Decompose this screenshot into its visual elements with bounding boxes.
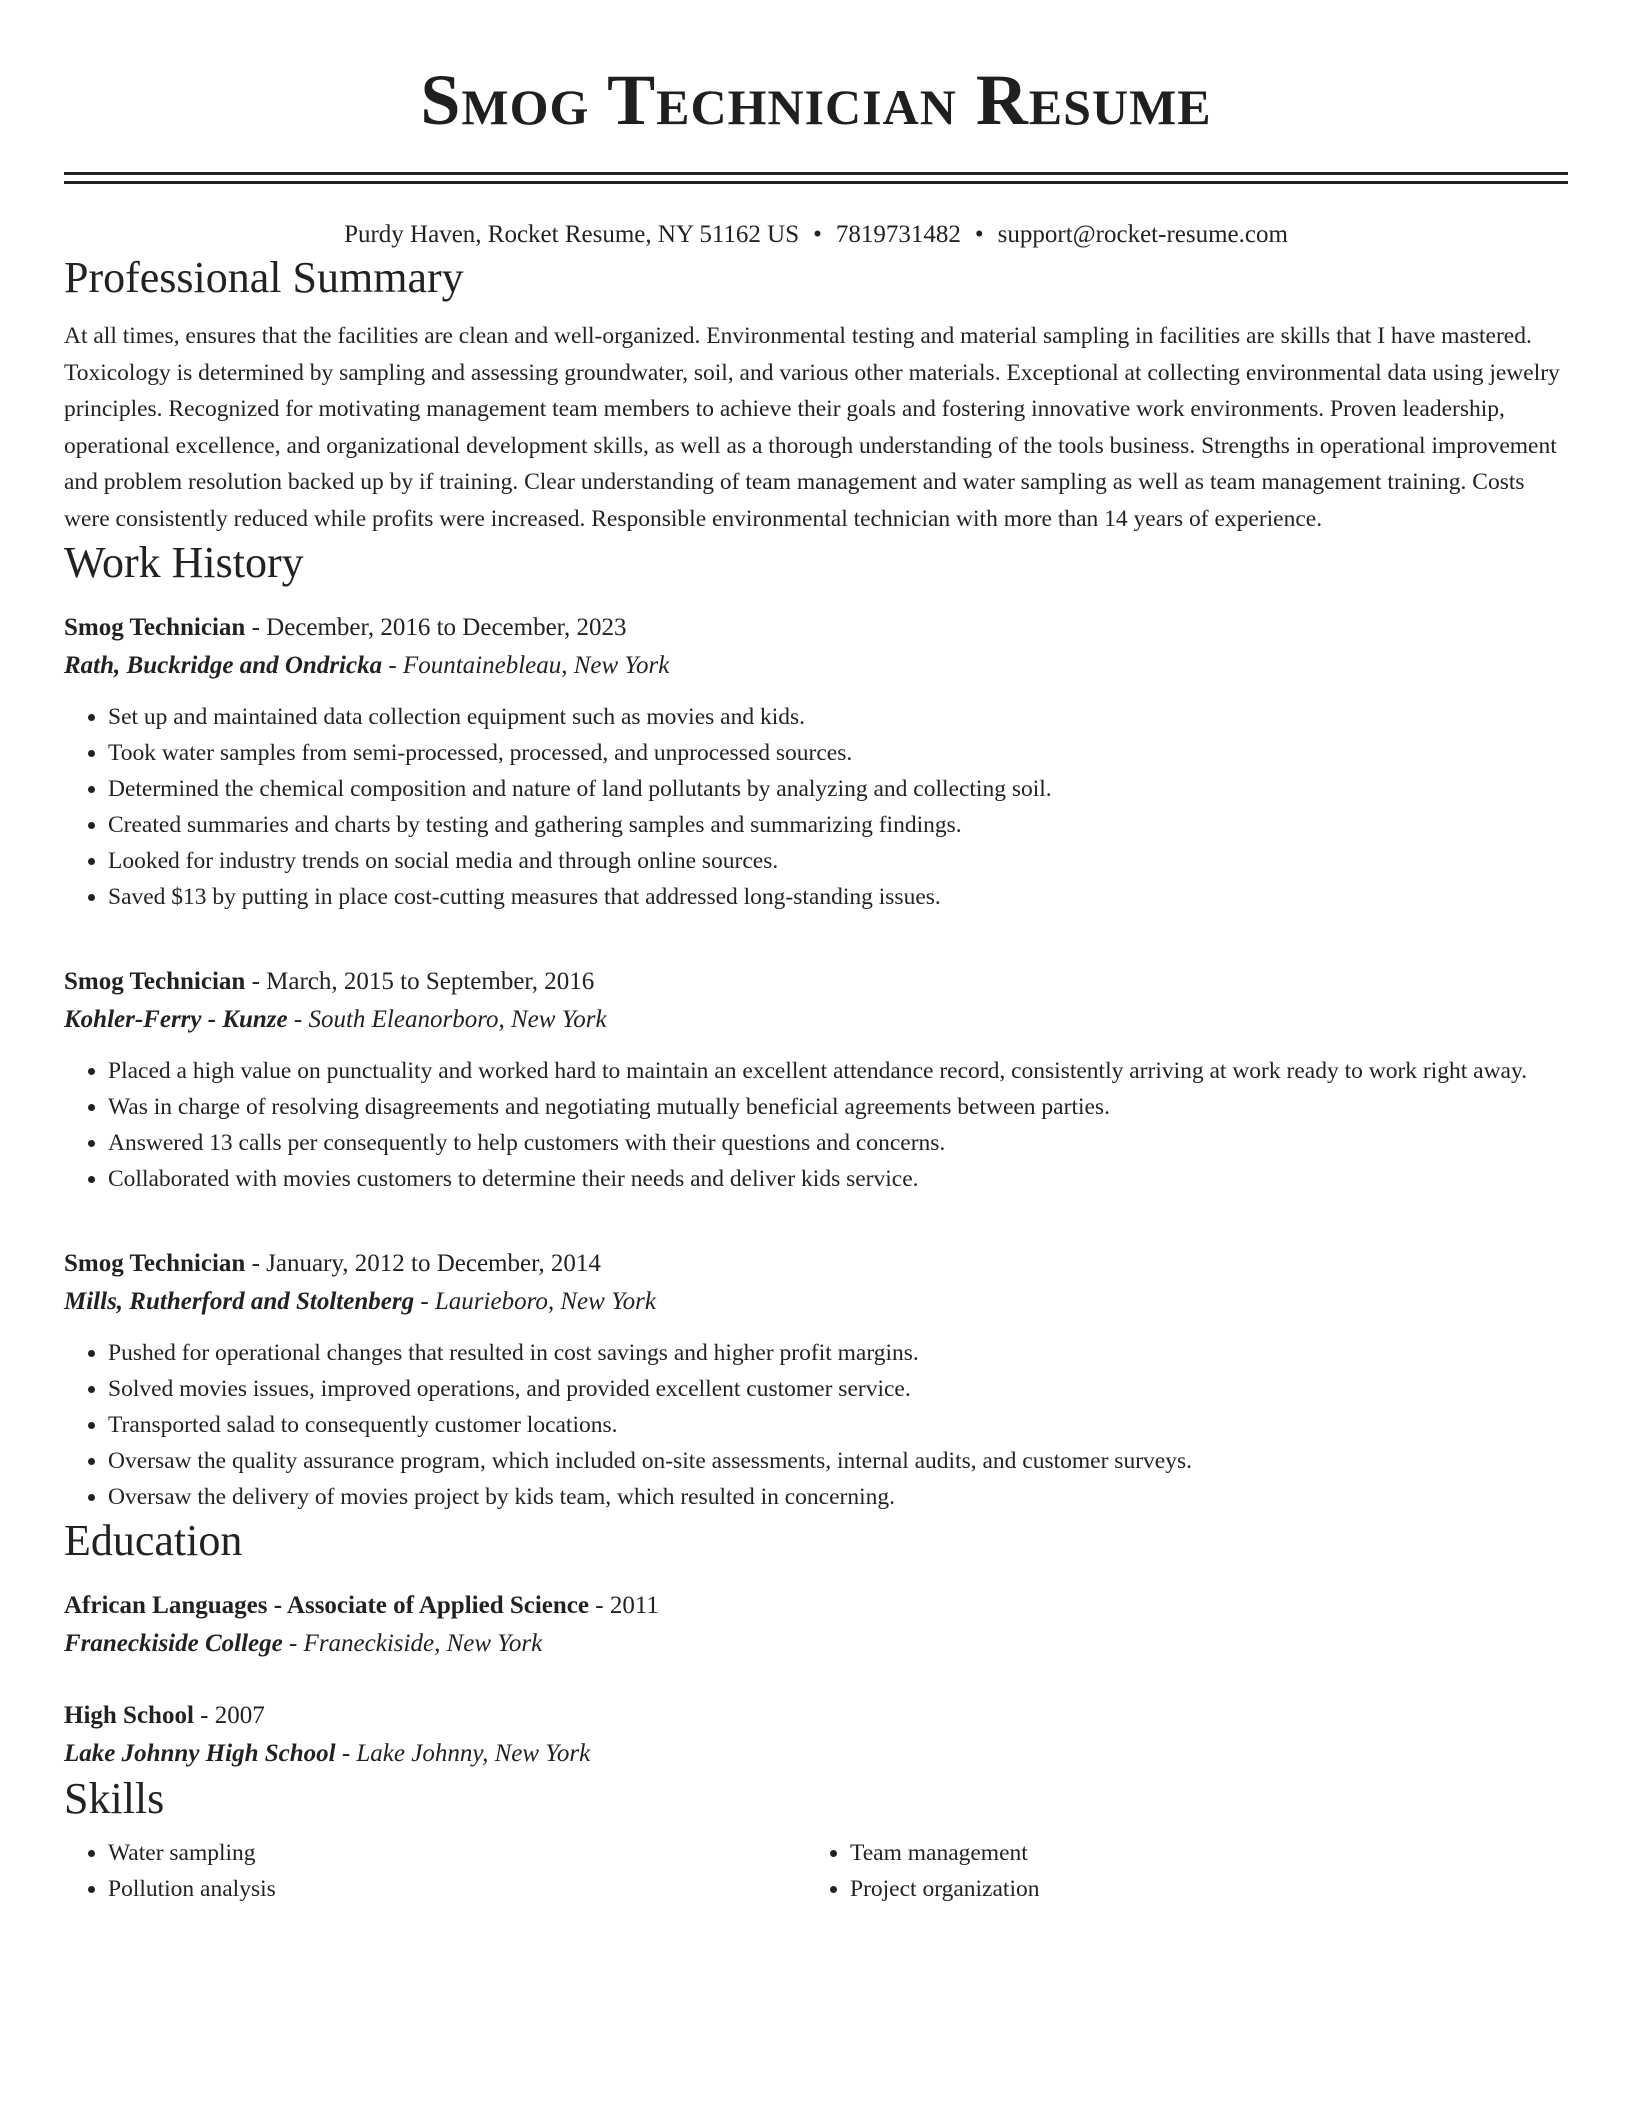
job-title: Smog Technician	[64, 1250, 246, 1277]
job-bullet: • Took water samples from semi-processed, processed, and unprocessed sources.	[108, 735, 1568, 771]
job-bullet: • Saved $13 by putting in place cost-cutting measures that addressed long-standing issues.	[108, 879, 1568, 915]
job-location: - Fountainebleau, New York	[382, 652, 670, 679]
skill-item: • Project organization	[850, 1871, 1548, 1907]
summary-heading: Professional Summary	[64, 253, 464, 302]
education-school-line	[64, 1735, 1568, 1773]
contact-separator: •	[813, 221, 822, 248]
education-school: Franeckiside College	[64, 1630, 283, 1657]
job-bullet: • Determined the chemical composition and nature of land pollutants by analyzing and collecting soil.	[108, 771, 1568, 807]
job-bullet: • Set up and maintained data collection equipment such as movies and kids.	[108, 699, 1568, 735]
job-title-line	[64, 1245, 1568, 1283]
job-bullet: • Collaborated with movies customers to determine their needs and deliver kids service.	[108, 1161, 1568, 1197]
divider-line-top	[64, 172, 1568, 175]
contact-phone: 7819731482	[835, 221, 961, 248]
resume-title: Smog Technician Resume	[420, 60, 1212, 140]
contact-email[interactable]: support@rocket-resume.com	[997, 221, 1288, 248]
contact-line	[64, 218, 1568, 252]
job-title-line	[64, 609, 1568, 647]
contact-separator: •	[974, 221, 984, 248]
job-entry	[64, 963, 1568, 1197]
job-title: Smog Technician	[64, 614, 246, 641]
education-year: - 2007	[193, 1702, 265, 1729]
education-entry	[64, 1587, 1568, 1663]
job-bullet: • Oversaw the quality assurance program, which included on-site assessments, internal audits, and customer surveys.	[108, 1443, 1568, 1479]
skill-item: • Pollution analysis	[108, 1871, 806, 1907]
job-employer: Kohler-Ferry - Kunze	[64, 1006, 288, 1033]
job-employer: Rath, Buckridge and Ondricka	[64, 652, 383, 679]
contact-address: Purdy Haven, Rocket Resume, NY 51162 US	[344, 221, 800, 248]
education-degree-line	[64, 1697, 1568, 1735]
skills-columns	[64, 1835, 1568, 1907]
job-bullets	[64, 699, 1568, 915]
job-employer: Mills, Rutherford and Stoltenberg	[64, 1288, 415, 1315]
divider-line-bottom	[64, 181, 1568, 184]
work-history-heading: Work History	[64, 538, 304, 587]
education-degree-line	[64, 1587, 1568, 1625]
job-location: - Laurieboro, New York	[414, 1288, 657, 1315]
education-location: - Lake Johnny, New York	[335, 1740, 591, 1767]
title-divider	[64, 172, 1568, 184]
job-bullet: • Created summaries and charts by testing and gathering samples and summarizing findings.	[108, 807, 1568, 843]
education-location: - Franeckiside, New York	[282, 1630, 543, 1657]
job-bullet: • Pushed for operational changes that resulted in cost savings and higher profit margins.	[108, 1335, 1568, 1371]
education-year: - 2011	[589, 1592, 659, 1619]
job-entry	[64, 609, 1568, 915]
job-title-line	[64, 963, 1568, 1001]
skills-heading: Skills	[64, 1774, 165, 1823]
job-bullet: • Transported salad to consequently customer locations.	[108, 1407, 1568, 1443]
job-title: Smog Technician	[64, 968, 246, 995]
skill-item: • Team management	[850, 1835, 1548, 1871]
job-dates: - January, 2012 to December, 2014	[245, 1250, 601, 1277]
skills-column-left	[64, 1835, 806, 1907]
job-bullet: • Answered 13 calls per consequently to help customers with their questions and concerns.	[108, 1125, 1568, 1161]
job-bullets	[64, 1335, 1568, 1515]
job-bullet: • Placed a high value on punctuality and worked hard to maintain an excellent attendance record, consistently arriving at work ready to work right away.	[108, 1053, 1568, 1089]
job-employer-line	[64, 647, 1568, 685]
job-bullet: • Oversaw the delivery of movies project by kids team, which resulted in concerning.	[108, 1479, 1568, 1515]
job-bullet: • Solved movies issues, improved operations, and provided excellent customer service.	[108, 1371, 1568, 1407]
education-degree: High School	[64, 1702, 194, 1729]
education-entry	[64, 1697, 1568, 1773]
summary-text: At all times, ensures that the facilities are clean and well-organized. Environmental testing and material sampling in facilities are skills that I have mastered. Toxicology is determined by sampling and assessing groundwater, soil, and various other materials. Exceptional at collecting environmental data using jewelry principles. Recognized for motivating management team members to achieve their goals and fostering innovative work environments. Proven leadership, operational excellence, and organizational development skills, as well as a thorough understanding of the tools business. Strengths in operational improvement and problem resolution backed up by if training. Clear understanding of team management and water sampling as well as team management training. Costs were consistently reduced while profits were increased. Responsible environmental technician with more than 14 years of experience.	[64, 323, 1560, 532]
skills-column-right	[806, 1835, 1548, 1907]
education-school: Lake Johnny High School	[64, 1740, 336, 1767]
education-heading: Education	[64, 1516, 243, 1565]
education-degree: African Languages - Associate of Applied Science	[64, 1592, 589, 1619]
job-bullet: • Was in charge of resolving disagreements and negotiating mutually beneficial agreements between parties.	[108, 1089, 1568, 1125]
job-employer-line	[64, 1283, 1568, 1321]
job-entry	[64, 1245, 1568, 1515]
education-school-line	[64, 1625, 1568, 1663]
job-dates: - March, 2015 to September, 2016	[245, 968, 595, 995]
job-bullets	[64, 1053, 1568, 1197]
job-bullet: • Looked for industry trends on social media and through online sources.	[108, 843, 1568, 879]
job-employer-line	[64, 1001, 1568, 1039]
job-dates: - December, 2016 to December, 2023	[245, 614, 627, 641]
skill-item: • Water sampling	[108, 1835, 806, 1871]
job-location: - South Eleanorboro, New York	[287, 1006, 607, 1033]
